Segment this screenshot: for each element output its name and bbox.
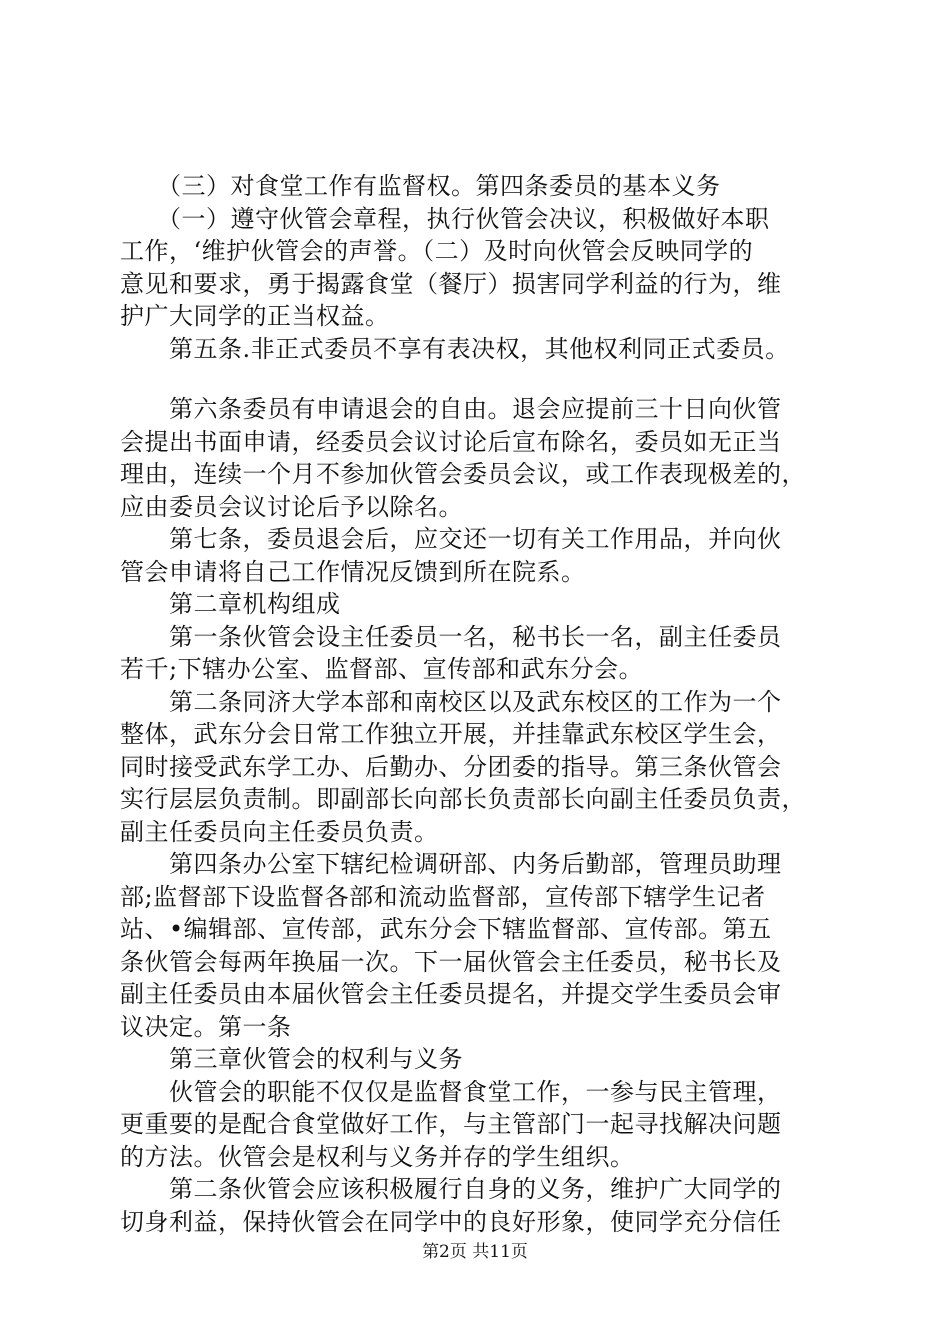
- text-line: 会提出书面申请，经委员会议讨论后宣布除名，委员如无正当: [120, 427, 782, 456]
- text-line: 意见和要求，勇于揭露食堂（餐厅）损害同学利益的行为，维: [120, 269, 782, 298]
- text-line: （三）对食堂工作有监督权。第四条委员的基本义务: [120, 172, 721, 200]
- text-line: 伙管会的职能不仅仅是监督食堂工作，一参与民主管理，: [120, 1077, 782, 1106]
- text-line: 第七条，委员退会后，应交还一切有关工作用品，并向伙: [120, 525, 782, 553]
- text-line: 工作，‘维护伙管会的声誉。（二）及时向伙管会反映同学的: [120, 237, 754, 265]
- text-line: 副主任委员由本届伙管会主任委员提名，并提交学生委员会审: [120, 980, 782, 1008]
- document-body: [120, 170, 840, 1238]
- text-line: 的方法。伙管会是权利与义务并存的学生组织。: [120, 1142, 635, 1171]
- text-line: 第六条委员有申请退会的自由。退会应提前三十日向伙管: [120, 395, 782, 423]
- text-line: 理由，连续一个月不参加伙管会委员会议，或工作表现极差的，: [120, 460, 806, 488]
- text-line: 同时接受武东学工办、后勤办、分团委的指导。第三条伙管会: [120, 752, 782, 781]
- text-line: 若千;下辖办公室、监督部、宣传部和武东分会。: [120, 655, 644, 683]
- paragraph-gap: [120, 365, 840, 393]
- text-line: 议决定。第一条: [120, 1012, 292, 1041]
- text-line: 条伙管会每两年换届一次。下一届伙管会主任委员，秘书长及: [120, 947, 782, 976]
- text-line: 副主任委员向主任委员负责。: [120, 817, 439, 846]
- text-line: 第二章机构组成: [120, 590, 341, 618]
- text-line: 第二条伙管会应该积极履行自身的义务，维护广大同学的: [120, 1175, 782, 1203]
- text-line: 管会申请将自己工作情况反馈到所在院系。: [120, 557, 586, 586]
- text-line: 应由委员会议讨论后予以除名。: [120, 492, 463, 521]
- text-line: 第二条同济大学本部和南校区以及武东校区的工作为一个: [120, 687, 782, 716]
- text-line: 部;监督部下设监督各部和流动监督部，宣传部下辖学生记者: [120, 882, 766, 911]
- text-line: 更重要的是配合食堂做好工作，与主管部门一起寻找解决问题: [120, 1110, 782, 1138]
- text-line: 护广大同学的正当权益。: [120, 302, 390, 330]
- text-line: 第三章伙管会的权利与义务: [120, 1045, 463, 1073]
- text-line: 站、•编辑部、宣传部，武东分会下辖监督部、宣传部。第五: [120, 915, 772, 943]
- page-footer: 第2页 共11页: [422, 1242, 528, 1262]
- text-line: （一）遵守伙管会章程，执行伙管会决议，积极做好本职: [120, 204, 770, 233]
- text-line: 第五条.非正式委员不享有表决权，其他权利同正式委员。: [120, 334, 790, 363]
- text-line: 第四条办公室下辖纪检调研部、内务后勤部，管理员助理: [120, 850, 782, 878]
- text-line: 整体，武东分会日常工作独立开展，并挂靠武东校区学生会，: [120, 720, 782, 748]
- text-line: 实行层层负责制。即副部长向部长负责部长向副主任委员负责，: [120, 785, 806, 813]
- text-line: 切身利益，保持伙管会在同学中的良好形象，使同学充分信任: [120, 1207, 782, 1236]
- text-line: 第一条伙管会设主任委员一名，秘书长一名，副主任委员: [120, 622, 782, 651]
